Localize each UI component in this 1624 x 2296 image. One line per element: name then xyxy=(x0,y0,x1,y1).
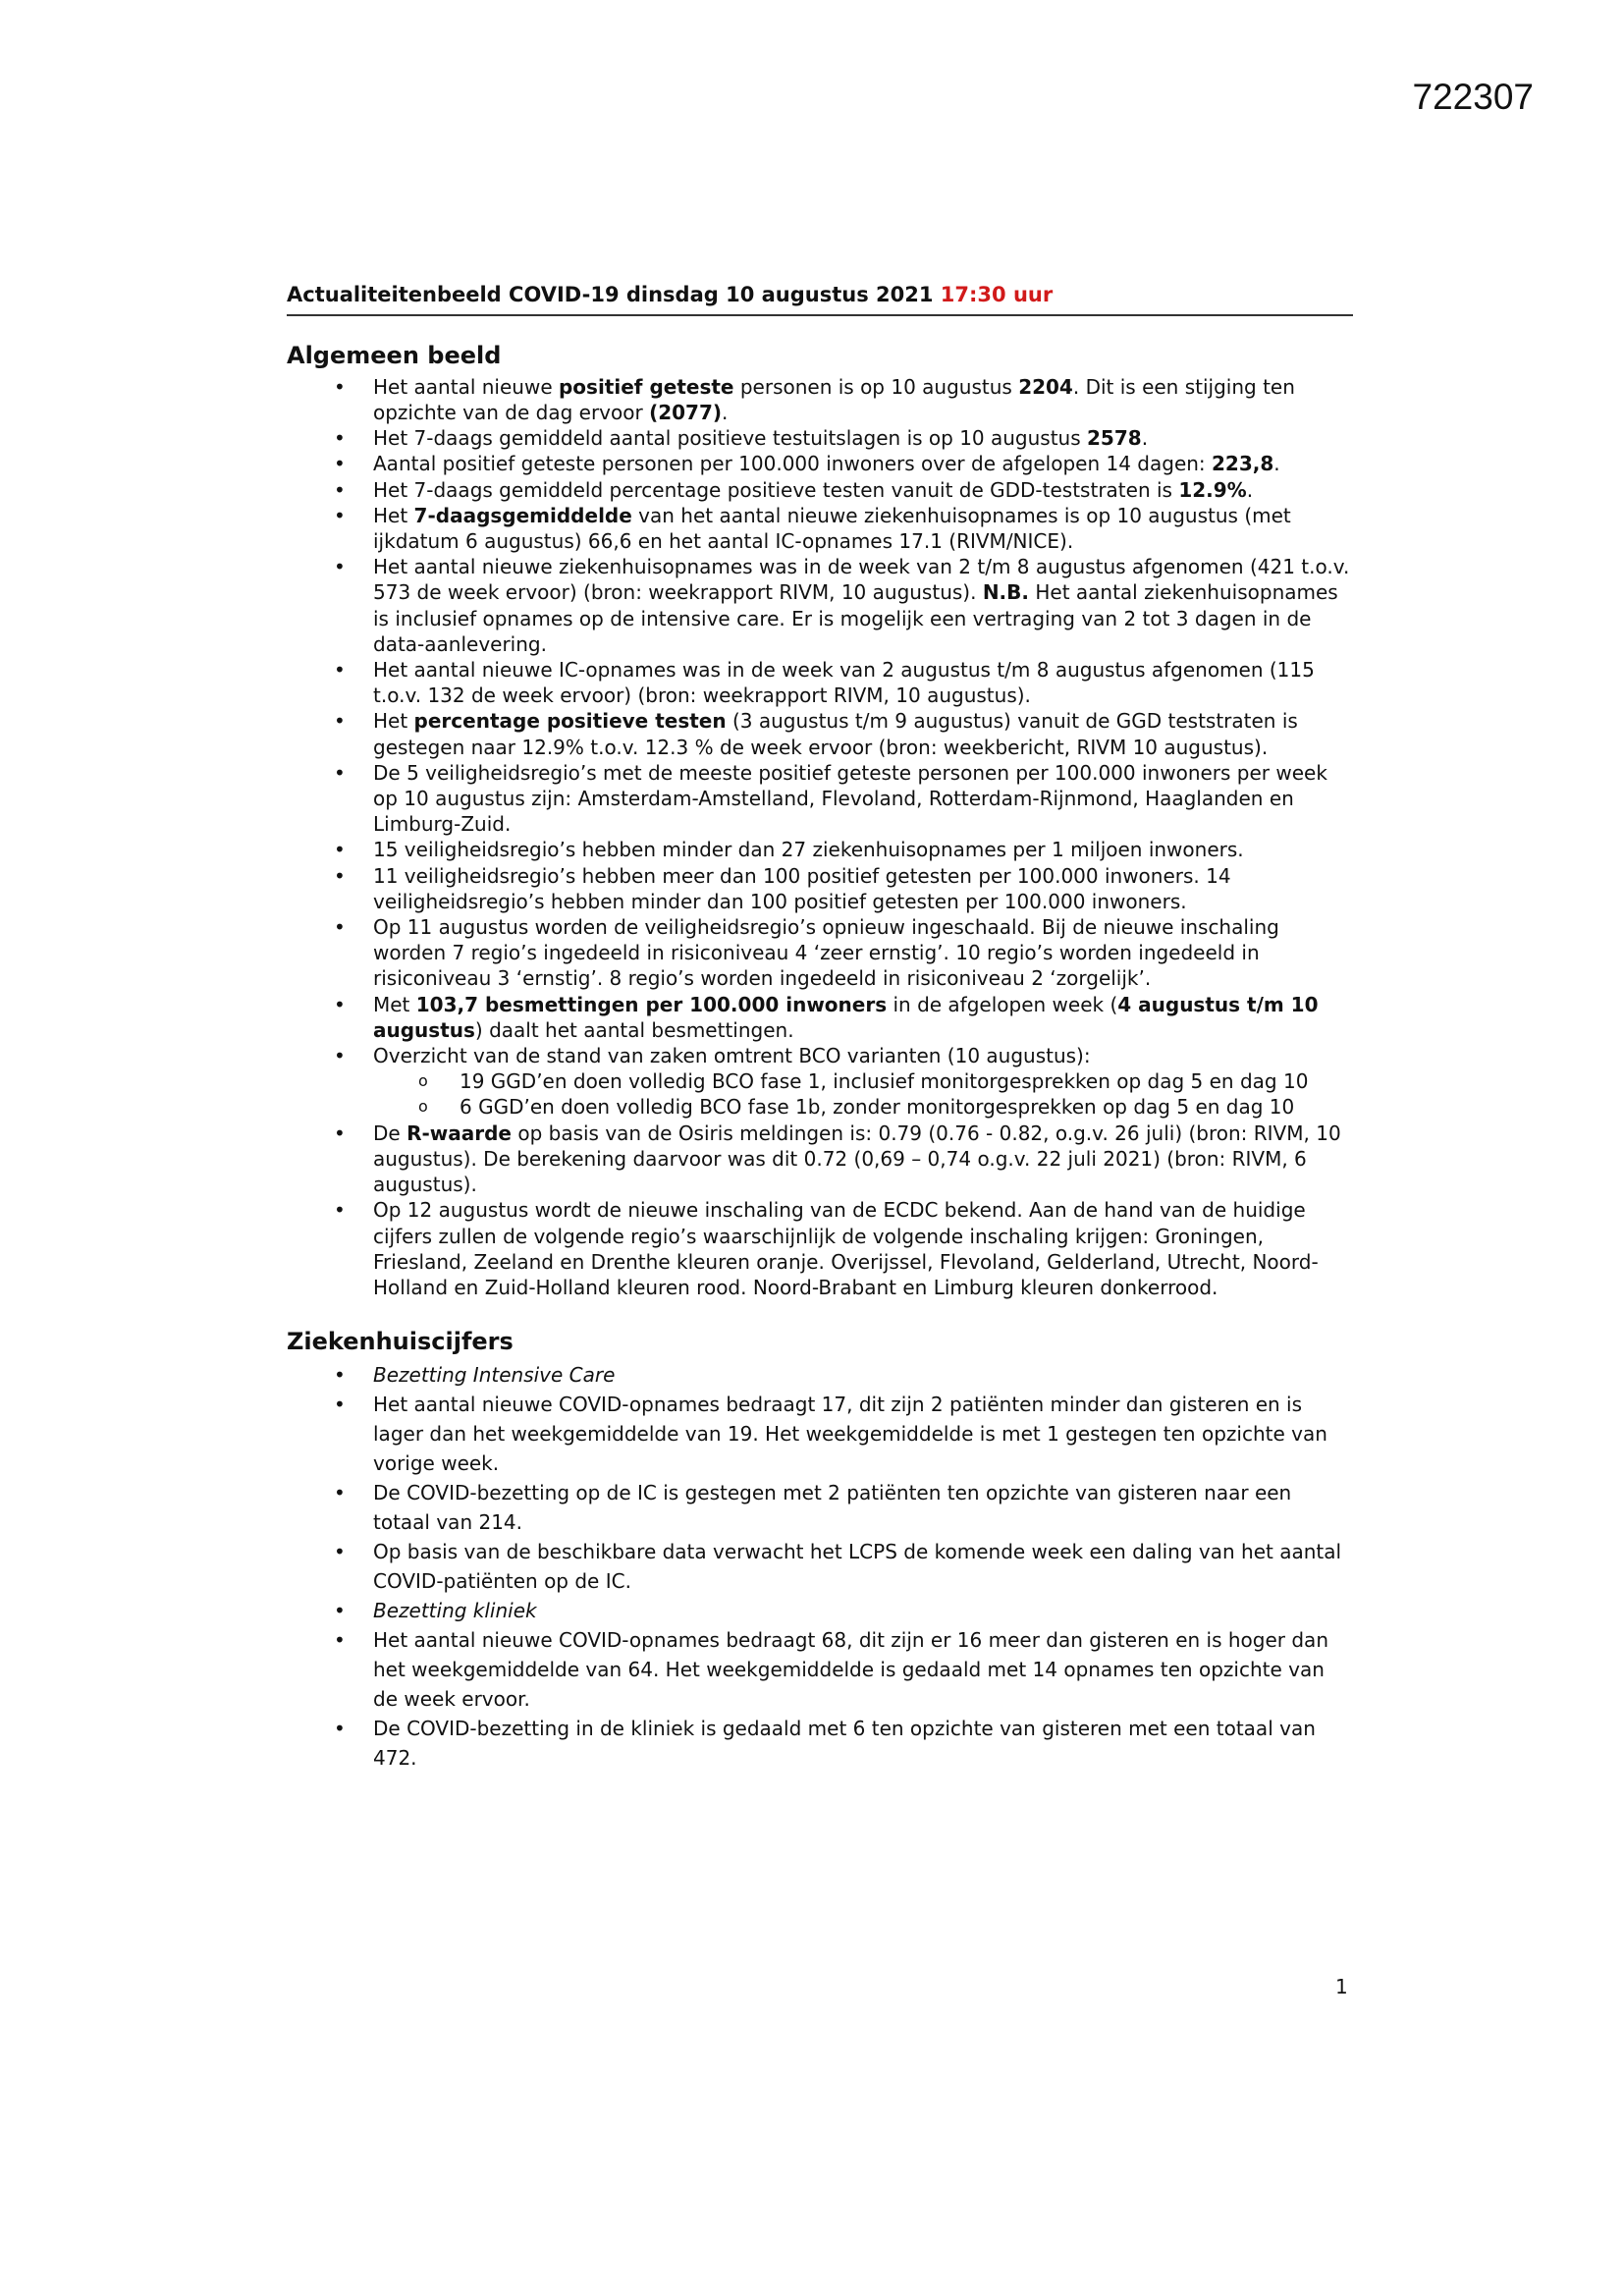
list-item: • De COVID-bezetting op de IC is gestegen met 2 patiënten ten opzichte van gisteren naar een totaal van 214. xyxy=(373,1478,1353,1537)
list-item: • Het aantal nieuwe positief geteste personen is op 10 augustus 2204. Dit is een stijging ten opzichte van de dag ervoor (2077). xyxy=(373,374,1353,425)
list-item: • Het percentage positieve testen (3 augustus t/m 9 augustus) vanuit de GGD teststraten is gestegen naar 12.9% t.o.v. 12.3 % de week ervoor (bron: weekbericht, RIVM 10 augustus). xyxy=(373,708,1353,759)
list-item: • Het aantal nieuwe ziekenhuisopnames was in de week van 2 t/m 8 augustus afgenomen (421 t.o.v. 573 de week ervoor) (bron: weekrapport RIVM, 10 augustus). N.B. Het aantal ziekenhuisopnames is inclusief opnames op de intensive care. Er is mogelijk een vertraging van 2 tot 3 dagen in de data-aanlevering. xyxy=(373,554,1353,657)
list-item: • Op 12 augustus wordt de nieuwe inschaling van de ECDC bekend. Aan de hand van de huidige cijfers zullen de volgende regio’s waarschijnlijk de volgende inschaling krijgen: Groningen, Friesland, Zeeland en Drenthe kleuren oranje. Overijssel, Flevoland, Gelderland, Utrecht, Noord-Holland en Zuid-Holland kleuren rood. Noord-Brabant en Limburg kleuren donkerrood. xyxy=(373,1197,1353,1300)
list-item: • De 5 veiligheidsregio’s met de meeste positief geteste personen per 100.000 inwoners per week op 10 augustus zijn: Amsterdam-Amstelland, Flevoland, Rotterdam-Rijnmond, Haaglanden en Limburg-Zuid. xyxy=(373,760,1353,838)
list-item: • Op basis van de beschikbare data verwacht het LCPS de komende week een daling van het aantal COVID-patiënten op de IC. xyxy=(373,1537,1353,1596)
bco-sublist xyxy=(373,1068,1353,1120)
list-item: • 15 veiligheidsregio’s hebben minder dan 27 ziekenhuisopnames per 1 miljoen inwoners. xyxy=(373,837,1353,862)
list-item: • Het aantal nieuwe COVID-opnames bedraagt 17, dit zijn 2 patiënten minder dan gisteren en is lager dan het weekgemiddelde van 19. Het weekgemiddelde is met 1 gestegen ten opzichte van vorige week. xyxy=(373,1390,1353,1478)
title-text: Actualiteitenbeeld COVID-19 dinsdag 10 augustus 2021 xyxy=(287,283,941,306)
list-item-kliniek-label: • Bezetting kliniek xyxy=(373,1596,1353,1625)
heading-algemeen-beeld: Algemeen beeld xyxy=(287,342,502,369)
document-page xyxy=(287,283,1353,1773)
list-item: • Het aantal nieuwe IC-opnames was in de week van 2 augustus t/m 8 augustus afgenomen (115 t.o.v. 132 de week ervoor) (bron: weekrapport RIVM, 10 augustus). xyxy=(373,657,1353,708)
sub-list-item: o 6 GGD’en doen volledig BCO fase 1b, zonder monitorgesprekken op dag 5 en dag 10 xyxy=(460,1094,1353,1120)
title-time: 17:30 uur xyxy=(940,283,1054,306)
ziekenhuiscijfers-list xyxy=(287,1360,1353,1773)
page-number: 1 xyxy=(1335,1975,1348,1998)
heading-ziekenhuiscijfers: Ziekenhuiscijfers xyxy=(287,1328,514,1356)
algemeen-beeld-list xyxy=(287,374,1353,1300)
list-item: • De COVID-bezetting in de kliniek is gedaald met 6 ten opzichte van gisteren met een totaal van 472. xyxy=(373,1714,1353,1773)
list-item: • Aantal positief geteste personen per 100.000 inwoners over de afgelopen 14 dagen: 223,8. xyxy=(373,451,1353,476)
list-item: • Met 103,7 besmettingen per 100.000 inwoners in de afgelopen week (4 augustus t/m 10 augustus) daalt het aantal besmettingen. xyxy=(373,992,1353,1043)
document-title xyxy=(287,283,1353,316)
document-number: 722307 xyxy=(1412,77,1534,117)
list-item: • Het 7-daagsgemiddelde van het aantal nieuwe ziekenhuisopnames is op 10 augustus (met ijkdatum 6 augustus) 66,6 en het aantal IC-opnames 17.1 (RIVM/NICE). xyxy=(373,503,1353,554)
list-item: • Het aantal nieuwe COVID-opnames bedraagt 68, dit zijn er 16 meer dan gisteren en is hoger dan het weekgemiddelde van 64. Het weekgemiddelde is gedaald met 14 opnames ten opzichte van de week ervoor. xyxy=(373,1625,1353,1714)
list-item: • 11 veiligheidsregio’s hebben meer dan 100 positief getesten per 100.000 inwoners. 14 veiligheidsregio’s hebben minder dan 100 positief getesten per 100.000 inwoners. xyxy=(373,863,1353,914)
sub-list-item: o 19 GGD’en doen volledig BCO fase 1, inclusief monitorgesprekken op dag 5 en dag 10 xyxy=(460,1068,1353,1094)
list-item: • Op 11 augustus worden de veiligheidsregio’s opnieuw ingeschaald. Bij de nieuwe inschaling worden 7 regio’s ingedeeld in risiconiveau 4 ‘zeer ernstig’. 10 regio’s worden ingedeeld in risiconiveau 3 ‘ernstig’. 8 regio’s worden ingedeeld in risiconiveau 2 ‘zorgelijk’. xyxy=(373,914,1353,992)
list-item: • Het 7-daags gemiddeld percentage positieve testen vanuit de GDD-teststraten is 12.9%. xyxy=(373,477,1353,503)
list-item: • De R-waarde op basis van de Osiris meldingen is: 0.79 (0.76 - 0.82, o.g.v. 26 juli) (bron: RIVM, 10 augustus). De berekening daarvoor was dit 0.72 (0,69 – 0,74 o.g.v. 22 juli 2021) (bron: RIVM, 6 augustus). xyxy=(373,1121,1353,1198)
list-item: • Het 7-daags gemiddeld aantal positieve testuitslagen is op 10 augustus 2578. xyxy=(373,425,1353,451)
list-item-ic-label: • Bezetting Intensive Care xyxy=(373,1360,1353,1390)
list-item: • Overzicht van de stand van zaken omtrent BCO varianten (10 augustus): o 19 GGD’en doen volledig BCO fase 1, inclusief monitorgesprekken op dag 5 en dag 10 o 6 GGD’en doen volledig BCO fase 1b, zonder monitorgesprekken op dag 5 en dag 10 xyxy=(373,1043,1353,1121)
